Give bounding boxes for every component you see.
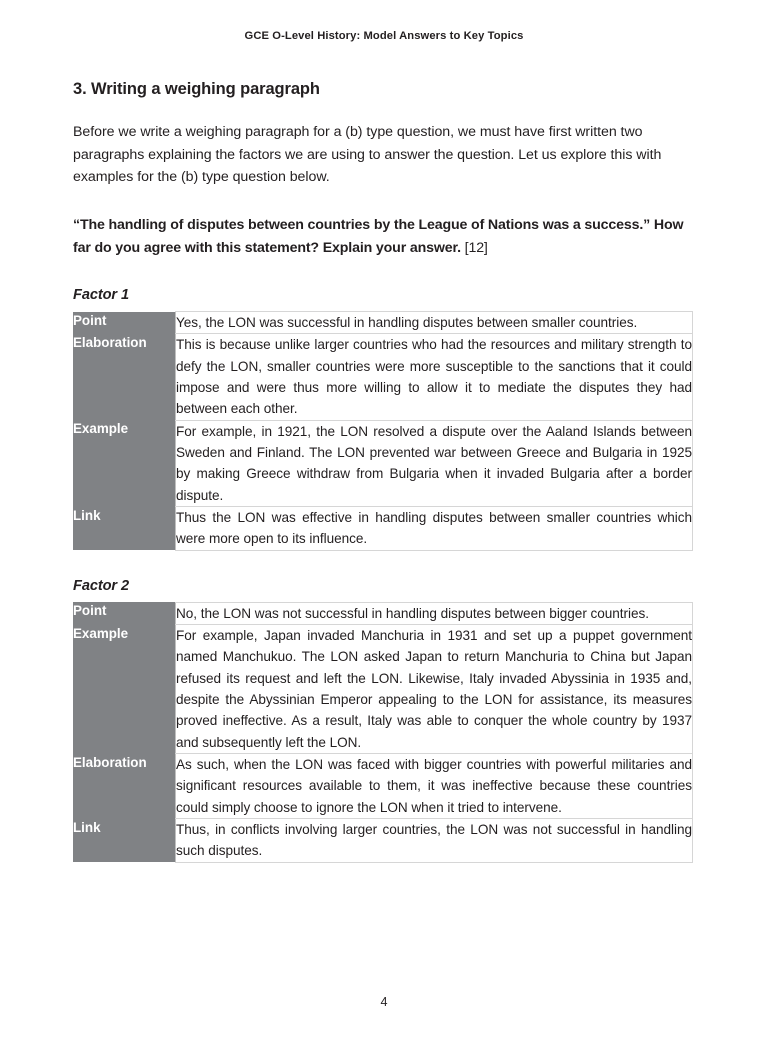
row-text-point: Yes, the LON was successful in handling disputes between smaller countries.: [176, 312, 693, 334]
row-label-link: Link: [73, 819, 176, 863]
row-text-example: For example, Japan invaded Manchuria in 1931 and set up a puppet government named Manchukuo. The LON asked Japan to return Manchuria to China but Japan refused its request and left the LON. Likewise, Italy invaded Abyssinia in 1935 and, despite the Abyssinian Emperor appealing to the LON for assistance, its measures proved ineffective. As a result, Italy was able to conquer the whole country by 1937 and subsequently left the LON.: [176, 625, 693, 754]
factor-2-heading: Factor 2: [73, 577, 129, 594]
table-row: [73, 507, 693, 551]
section-title: 3. Writing a weighing paragraph: [73, 80, 320, 98]
table-row: [73, 625, 693, 754]
table-row: [73, 819, 693, 863]
factor-1-heading: Factor 1: [73, 287, 129, 304]
row-label-point: Point: [73, 312, 176, 334]
table-row: [73, 602, 693, 624]
row-label-point: Point: [73, 602, 176, 624]
row-label-example: Example: [73, 625, 176, 754]
row-label-elaboration: Elaboration: [73, 754, 176, 819]
row-label-elaboration: Elaboration: [73, 334, 176, 420]
factor-1-table: [73, 311, 693, 551]
intro-paragraph: Before we write a weighing paragraph for a (b) type question, we must have first written two paragraphs explaining the factors we are using to answer the question. Let us explore this with examples for the (b) type question below.: [73, 124, 662, 186]
table-row: [73, 334, 693, 420]
question-text: “The handling of disputes between countries by the League of Nations was a success.” How far do you agree with this statement? Explain your answer.: [73, 217, 684, 257]
row-text-link: Thus, in conflicts involving larger countries, the LON was not successful in handling such disputes.: [176, 819, 693, 863]
row-text-link: Thus the LON was effective in handling disputes between smaller countries which were more open to its influence.: [176, 507, 693, 551]
question-marks: [12]: [464, 240, 488, 257]
page-number: 4: [380, 995, 388, 1009]
table-row: [73, 312, 693, 334]
page-content: [73, 42, 695, 863]
factor-2-table: [73, 602, 693, 863]
running-head: GCE O-Level History: Model Answers to Key Topics: [244, 30, 524, 42]
row-text-point: No, the LON was not successful in handling disputes between bigger countries.: [176, 602, 693, 624]
row-text-elaboration: This is because unlike larger countries who had the resources and military strength to defy the LON, smaller countries were more susceptible to the sanctions that it could impose and were thus more willing to allow it to mediate the disputes they had between each other.: [176, 334, 693, 420]
row-text-example: For example, in 1921, the LON resolved a dispute over the Aaland Islands between Sweden and Finland. The LON prevented war between Greece and Bulgaria in 1925 by making Greece withdraw from Bulgaria when it invaded Bulgaria after a border dispute.: [176, 420, 693, 506]
exam-question: [73, 214, 695, 260]
row-label-example: Example: [73, 420, 176, 506]
row-label-link: Link: [73, 507, 176, 551]
table-row: [73, 420, 693, 506]
table-row: [73, 754, 693, 819]
row-text-elaboration: As such, when the LON was faced with bigger countries with powerful militaries and significant resources available to them, it was ineffective because these countries could simply choose to ignore the LON when it tried to intervene.: [176, 754, 693, 819]
